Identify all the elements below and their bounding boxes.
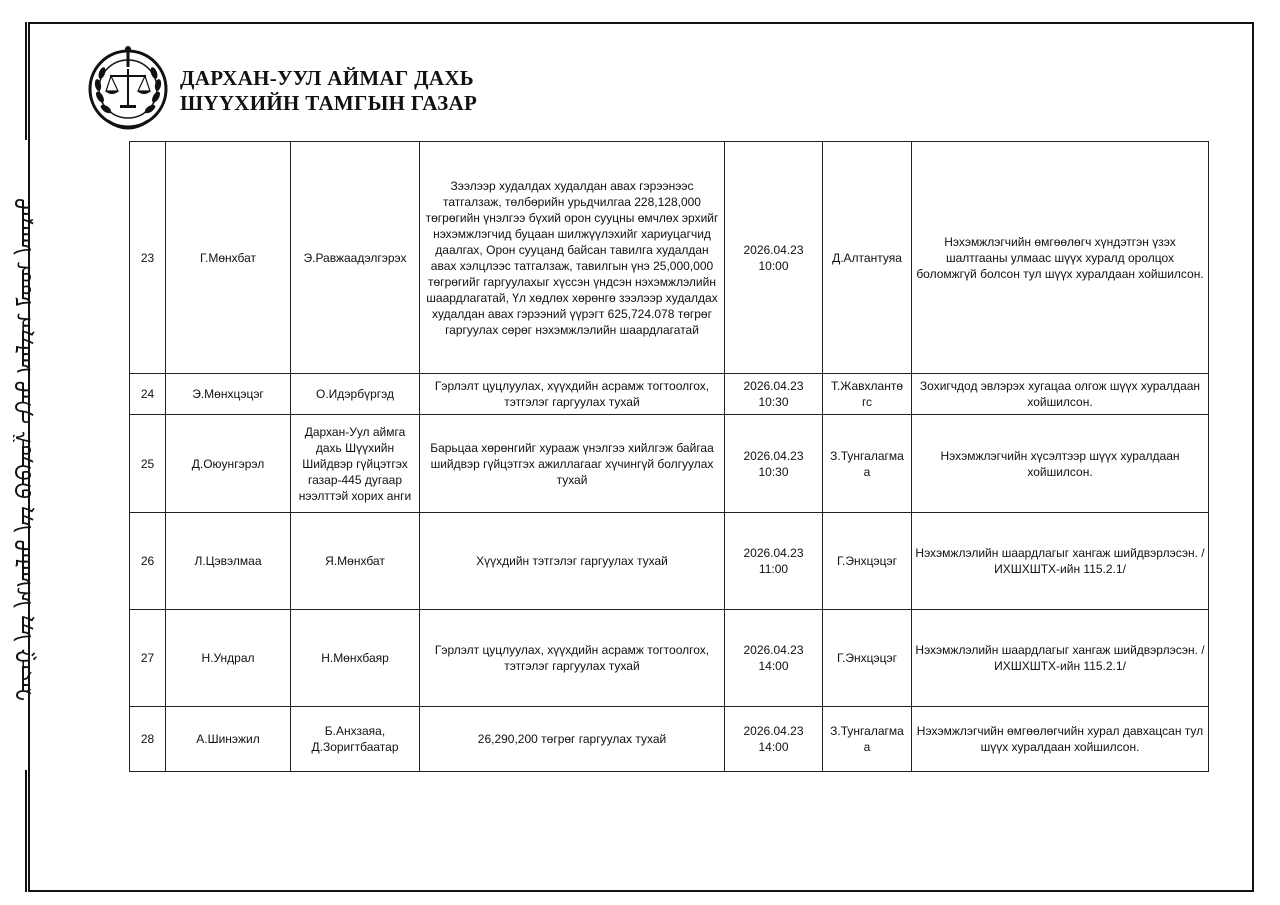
defendant: Н.Мөнхбаяр: [291, 610, 420, 707]
margin-line-bottom: [25, 770, 27, 892]
plaintiff: Л.Цэвэлмаа: [166, 513, 291, 610]
court-emblem-icon: [88, 45, 168, 131]
hearing-datetime: [725, 707, 823, 772]
row-number: 25: [130, 415, 166, 513]
table-row: [130, 415, 1209, 513]
result: Нэхэмжлэлийн шаардлагыг хангаж шийдвэрлэсэн. /ИХШХШТХ-ийн 115.2.1/: [912, 513, 1209, 610]
mongolian-script-strip: [0, 140, 52, 760]
defendant: Я.Мөнхбат: [291, 513, 420, 610]
hearing-date: 2026.04.23: [743, 546, 804, 560]
header-title: [180, 66, 477, 116]
hearing-date: 2026.04.23: [743, 724, 804, 738]
table-row: [130, 142, 1209, 374]
judge: Т.Жавхлантө гс: [823, 374, 912, 415]
plaintiff: А.Шинэжил: [166, 707, 291, 772]
header-line-2: ШҮҮХИЙН ТАМГЫН ГАЗАР: [180, 91, 478, 115]
claim: Хүүхдийн тэтгэлэг гаргуулах тухай: [420, 513, 725, 610]
hearing-date: 2026.04.23: [743, 448, 804, 463]
table-row: [130, 374, 1209, 415]
claim: Гэрлэлт цуцлуулах, хүүхдийн асрамж тогтоолгох, тэтгэлэг гаргуулах тухай: [420, 374, 725, 415]
row-number: 27: [130, 610, 166, 707]
table-row: [130, 513, 1209, 610]
judge: Г.Энхцэцэг: [823, 513, 912, 610]
hearing-datetime: [725, 513, 823, 610]
hearing-time: 11:00: [758, 562, 789, 576]
result: Нэхэмжлэгчийн өмгөөлөгч хүндэтгэн үзэх шалтгааны улмаас шүүх хуралд оролцох боломжгүй болсон тул шүүх хуралдаан хойшилсон.: [912, 142, 1209, 374]
header-line-1: ДАРХАН-УУЛ АЙМАГ ДАХЬ: [180, 66, 474, 90]
hearing-date: 2026.04.23: [743, 242, 804, 257]
judge: Д.Алтантуяа: [823, 142, 912, 374]
judge: З.Тунгалагма а: [823, 707, 912, 772]
hearing-datetime: [725, 415, 823, 513]
defendant: Б.Анхзаяа, Д.Зоригтбаатар: [291, 707, 420, 772]
plaintiff: Н.Ундрал: [166, 610, 291, 707]
margin-line-top: [25, 22, 27, 140]
result: Зохигчдод эвлэрэх хугацаа олгож шүүх хуралдаан хойшилсон.: [912, 374, 1209, 415]
defendant: О.Идэрбүргэд: [291, 374, 420, 415]
hearing-datetime: [725, 610, 823, 707]
plaintiff: Г.Мөнхбат: [166, 142, 291, 374]
claim: Зээлээр худалдах худалдан авах гэрээнээс татгалзаж, төлбөрийн урьдчилгаа 228,128,000 төгрөгийн үнэлгээ бүхий орон сууцны өмчлөх эрхийг нэхэмжлэгчид буцаан шилжүүлэхийг хариуцагчид даалгах, Орон сууцанд байсан тавилга худалдан авах хэлцлээс татгалзаж, тавилгын үнэ 25,000,000 төгрөгийг гаргуулахыг хүссэн үндсэн нэхэмжлэлийн шаардлагатай, Үл хөдлөх хөрөнгө зээлээр худалдах худалдан авах гэрээний үүрэгт 625,724.078 төгрөг гаргуулах сөрөг нэхэмжлэлийн шаардлагатай: [420, 142, 725, 374]
court-schedule-table: [129, 141, 1209, 772]
hearing-date: 2026.04.23: [743, 643, 804, 657]
hearing-date: 2026.04.23: [743, 379, 804, 393]
claim: Барьцаа хөрөнгийг хурааж үнэлгээ хийлгэж байгаа шийдвэр гүйцэтгэх ажиллагааг хүчингүй болгуулах тухай: [420, 415, 725, 513]
hearing-time: 10:30: [758, 395, 789, 409]
hearing-datetime: [725, 374, 823, 415]
judge: Г.Энхцэцэг: [823, 610, 912, 707]
result: Нэхэмжлэлийн шаардлагыг хангаж шийдвэрлэсэн. /ИХШХШТХ-ийн 115.2.1/: [912, 610, 1209, 707]
hearing-time: 14:00: [758, 740, 789, 754]
hearing-datetime: [725, 142, 823, 374]
row-number: 26: [130, 513, 166, 610]
judge: З.Тунгалагма а: [823, 415, 912, 513]
claim: 26,290,200 төгрөг гаргуулах тухай: [420, 707, 725, 772]
defendant: Э.Равжаадэлгэрэх: [291, 142, 420, 374]
table-row: [130, 707, 1209, 772]
hearing-time: 10:30: [758, 464, 789, 479]
claim: Гэрлэлт цуцлуулах, хүүхдийн асрамж тогтоолгох, тэтгэлэг гаргуулах тухай: [420, 610, 725, 707]
row-number: 23: [130, 142, 166, 374]
result: Нэхэмжлэгчийн хүсэлтээр шүүх хуралдаан хойшилсон.: [912, 415, 1209, 513]
table-row: [130, 610, 1209, 707]
row-number: 24: [130, 374, 166, 415]
mongolian-script-text: ᠳᠠᠷᠬᠠᠨ ᠤᠤᠯ ᠠᠶᠢᠮᠠᠭ ᠳᠠᠬᠢ ᠱᠦᠭᠦᠬᠦ ᠶᠢᠨ ᠲᠠᠮᠠᠭ᠎ᠠ ᠶᠢᠨ ᠭᠠᠵᠠᠷ: [13, 198, 38, 702]
defendant: Дархан-Уул аймга дахь Шүүхийн Шийдвэр гүйцэтгэх газар-445 дугаар нээлттэй хорих анги: [291, 415, 420, 513]
result: Нэхэмжлэгчийн өмгөөлөгчийн хурал давхацсан тул шүүх хуралдаан хойшилсон.: [912, 707, 1209, 772]
plaintiff: Э.Мөнхцэцэг: [166, 374, 291, 415]
hearing-time: 14:00: [758, 659, 789, 673]
plaintiff: Д.Оюунгэрэл: [166, 415, 291, 513]
row-number: 28: [130, 707, 166, 772]
hearing-time: 10:00: [758, 258, 789, 273]
